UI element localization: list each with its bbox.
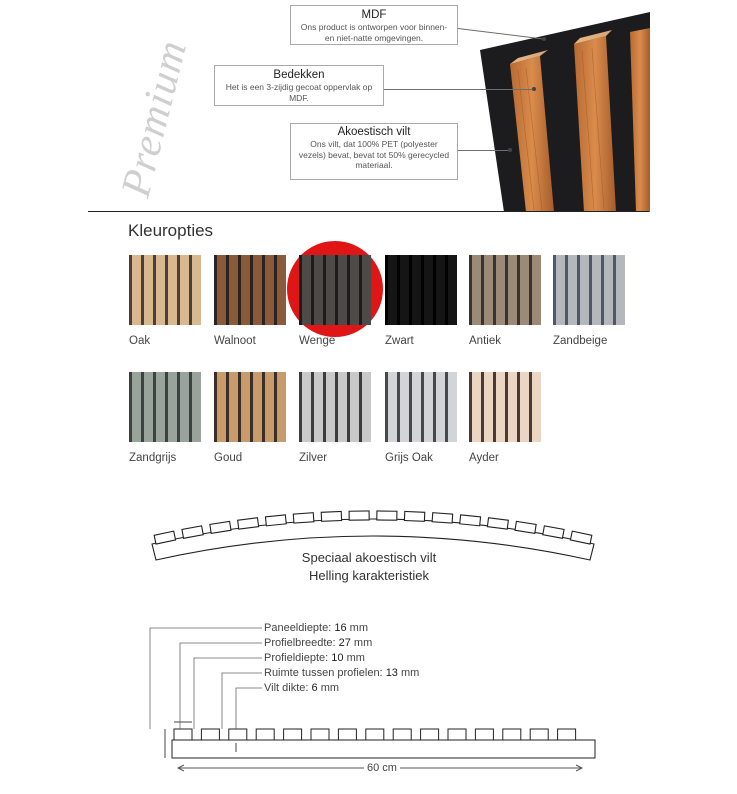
swatch-label: Goud xyxy=(214,452,243,464)
dim-value: 27 xyxy=(338,637,351,649)
swatch-zandbeige[interactable] xyxy=(553,255,625,325)
callout-mdf xyxy=(290,5,458,45)
curved-slat xyxy=(460,515,481,526)
callout-title: Bedekken xyxy=(273,69,325,81)
dim-vilt-dikte xyxy=(264,682,339,694)
callout-akoestisch-vilt xyxy=(290,123,458,180)
swatch-label: Ayder xyxy=(469,452,499,464)
swatch-label: Wenge xyxy=(299,335,336,347)
section-divider xyxy=(88,211,649,212)
dim-unit: mm xyxy=(320,682,340,694)
callout-title: Akoestisch vilt xyxy=(337,126,411,138)
arrow-head-left xyxy=(178,765,184,771)
profile-slat xyxy=(421,729,439,740)
swatch-goud[interactable] xyxy=(214,372,286,442)
swatch-zilver[interactable] xyxy=(299,372,371,442)
curved-slat xyxy=(487,518,508,529)
swatch-oak[interactable] xyxy=(129,255,201,325)
dim-paneeldiepte xyxy=(264,622,368,634)
callout-leader xyxy=(458,150,510,151)
callout-title: MDF xyxy=(361,9,387,21)
swatch-zwart[interactable] xyxy=(385,255,457,325)
callout-bedekken xyxy=(214,65,384,106)
profile-slat xyxy=(338,729,356,740)
swatch-label: Zandbeige xyxy=(553,335,608,347)
swatch-ayder[interactable] xyxy=(469,372,541,442)
swatch-label: Antiek xyxy=(469,335,501,347)
swatch-label: Grijs Oak xyxy=(385,452,433,464)
profile-slat xyxy=(558,729,576,740)
swatch-label: Oak xyxy=(129,335,151,347)
dim-unit: mm xyxy=(346,652,365,664)
dim-unit: mm xyxy=(401,667,420,679)
profile-slat xyxy=(256,729,274,740)
curved-slat xyxy=(293,513,314,523)
profile-slat xyxy=(229,729,247,740)
curve-caption-1: Speciaal akoestisch vilt xyxy=(301,550,437,565)
curved-slat xyxy=(265,515,286,526)
dimension-leader xyxy=(150,628,262,729)
profile-slat xyxy=(530,729,548,740)
profile-slat xyxy=(503,729,521,740)
dim-value: 10 xyxy=(331,652,344,664)
swatch-label: Walnoot xyxy=(214,335,256,347)
premium-watermark: Premium xyxy=(112,35,197,202)
curved-slat xyxy=(377,511,397,520)
callout-description: Ons product is ontworpen voor binnen- en niet-natte omgevingen. xyxy=(300,22,448,43)
dim-profieldiepte xyxy=(264,652,365,664)
width-label: 60 cm xyxy=(364,762,400,774)
curved-slat xyxy=(349,511,369,520)
dim-label-text: Vilt dikte: xyxy=(264,682,309,694)
profile-slat xyxy=(366,729,384,740)
callout-dot xyxy=(508,148,512,152)
dim-unit: mm xyxy=(353,637,373,649)
callout-leader xyxy=(384,89,534,90)
felt-base xyxy=(172,740,595,758)
swatch-label: Zwart xyxy=(385,335,414,347)
callout-dot xyxy=(542,37,546,41)
dim-label-text: Paneeldiepte: xyxy=(264,622,332,634)
dim-label-text: Profieldiepte: xyxy=(264,652,329,664)
profile-slat xyxy=(201,729,219,740)
callout-description: Ons vilt, dat 100% PET (polyester vezels) bevat, bevat tot 50% gerecycled materiaal. xyxy=(298,139,450,170)
dim-value: 13 xyxy=(385,667,398,679)
dim-value: 6 xyxy=(311,682,318,694)
arrow-head-right xyxy=(576,765,582,771)
profile-slat xyxy=(284,729,302,740)
profile-slat xyxy=(393,729,411,740)
swatch-label: Zilver xyxy=(299,452,328,464)
profile-slat xyxy=(448,729,466,740)
callout-description: Het is een 3-zijdig gecoat oppervlak op MDF. xyxy=(225,82,373,103)
dimension-leader xyxy=(180,643,262,729)
dim-label-text: Profielbreedte: xyxy=(264,637,336,649)
curved-slat xyxy=(432,513,453,523)
swatch-wenge[interactable] xyxy=(299,255,371,325)
profile-slat xyxy=(311,729,329,740)
curved-slat xyxy=(321,511,341,521)
callout-dot xyxy=(532,87,536,91)
product-photo xyxy=(474,10,650,212)
swatch-zandgrijs[interactable] xyxy=(129,372,201,442)
profile-slat xyxy=(174,729,192,740)
swatch-antiek[interactable] xyxy=(469,255,541,325)
swatch-walnoot[interactable] xyxy=(214,255,286,325)
swatch-grijs-oak[interactable] xyxy=(385,372,457,442)
curved-slat xyxy=(404,511,424,521)
dim-profielbreedte xyxy=(264,637,372,649)
profile-slat xyxy=(475,729,493,740)
dimension-leader xyxy=(236,688,262,729)
dim-unit: mm xyxy=(349,622,368,634)
color-options-title: Kleuropties xyxy=(128,221,214,240)
dimension-leader xyxy=(194,658,262,729)
curved-slat xyxy=(238,518,259,529)
dim-value: 16 xyxy=(334,622,347,634)
dimension-leader xyxy=(222,673,262,729)
swatch-label: Zandgrijs xyxy=(129,452,177,464)
curve-caption-2: Helling karakteristiek xyxy=(309,568,429,583)
dim-ruimte-tussen-profielen xyxy=(264,667,419,679)
dim-label-text: Ruimte tussen profielen: xyxy=(264,667,383,679)
